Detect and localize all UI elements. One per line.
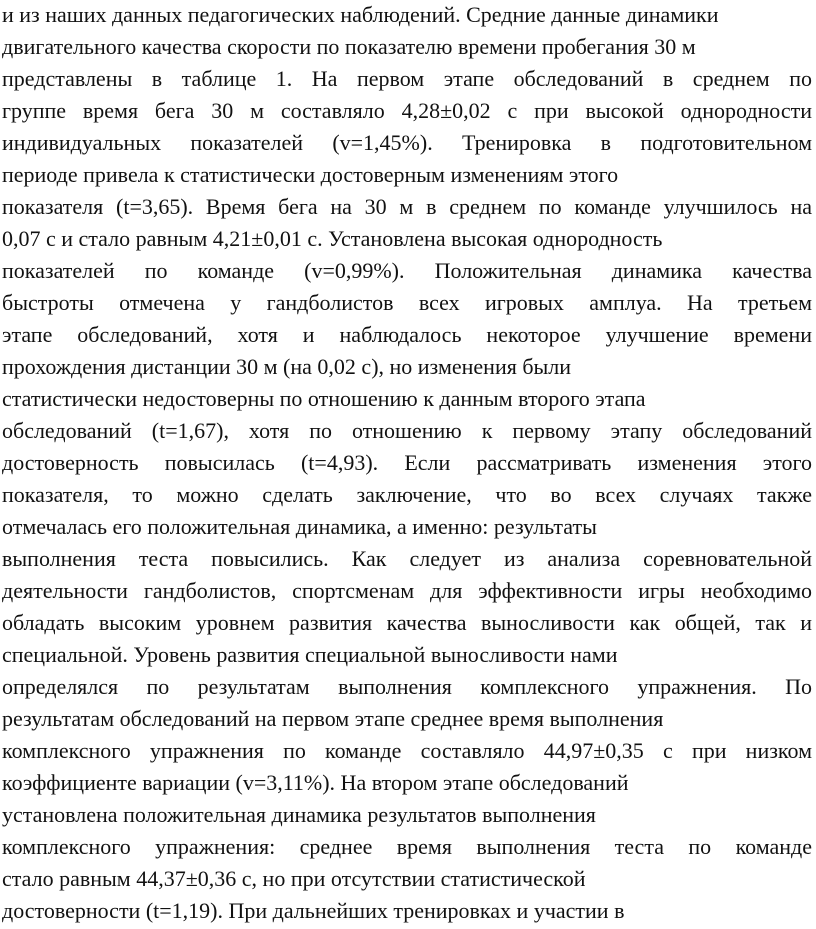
text-line-2: двигательного качества скорости по показателю времени пробегания 30 м [2,34,696,59]
text-line-15: достоверность повысилась (t=4,93). Если рассматривать изменения этого [2,450,812,475]
text-line-18: выполнения теста повысились. Как следует из анализа соревновательной [2,546,812,571]
text-line-21: специальной. Уровень развития специальной выносливости нами [2,642,618,667]
text-line-12: прохождения дистанции 30 м (на 0,02 с), но изменения были [2,354,572,379]
text-line-14: обследований (t=1,67), хотя по отношению к первому этапу обследований [2,418,812,443]
text-line-23: результатам обследований на первом этапе среднее время выполнения [2,706,664,731]
text-line-27: комплексного упражнения: среднее время выполнения теста по команде [2,834,812,859]
text-line-24: комплексного упражнения по команде составляло 44,97±0,35 с при низком [2,738,812,763]
text-line-8: 0,07 с и стало равным 4,21±0,01 с. Установлена высокая однородность [2,226,663,251]
text-line-17: отмечалась его положительная динамика, а именно: результаты [2,514,597,539]
text-line-7: показателя (t=3,65). Время бега на 30 м в среднем по команде улучшилось на [2,194,812,219]
text-line-5: индивидуальных показателей (v=1,45%). Тренировка в подготовительном [2,130,812,155]
text-line-3: представлены в таблице 1. На первом этапе обследований в среднем по [2,66,812,91]
text-line-28: стало равным 44,37±0,36 с, но при отсутствии статистической [2,866,586,891]
text-line-10: быстроты отмечена у гандболистов всех игровых амплуа. На третьем [2,290,812,315]
text-line-26: установлена положительная динамика результатов выполнения [2,802,596,827]
text-line-22: определялся по результатам выполнения комплексного упражнения. По [2,674,812,699]
text-line-6: периоде привела к статистически достоверным изменениям этого [2,162,619,187]
text-line-29: достоверности (t=1,19). При дальнейших тренировках и участии в [2,898,625,923]
text-line-19: деятельности гандболистов, спортсменам для эффективности игры необходимо [2,578,812,603]
text-line-4: группе время бега 30 м составляло 4,28±0,02 с при высокой однородности [2,98,812,123]
text-line-9: показателей по команде (v=0,99%). Положительная динамика качества [2,258,812,283]
text-line-13: статистически недостоверны по отношению к данным второго этапа [2,386,646,411]
text-line-1: и из наших данных педагогических наблюдений. Средние данные динамики [2,2,719,27]
text-line-11: этапе обследований, хотя и наблюдалось некоторое улучшение времени [2,322,812,347]
text-line-16: показателя, то можно сделать заключение, что во всех случаях также [2,482,812,507]
text-line-25: коэффициенте вариации (v=3,11%). На втором этапе обследований [2,770,629,795]
text-line-20: обладать высоким уровнем развития качества выносливости как общей, так и [2,610,812,635]
